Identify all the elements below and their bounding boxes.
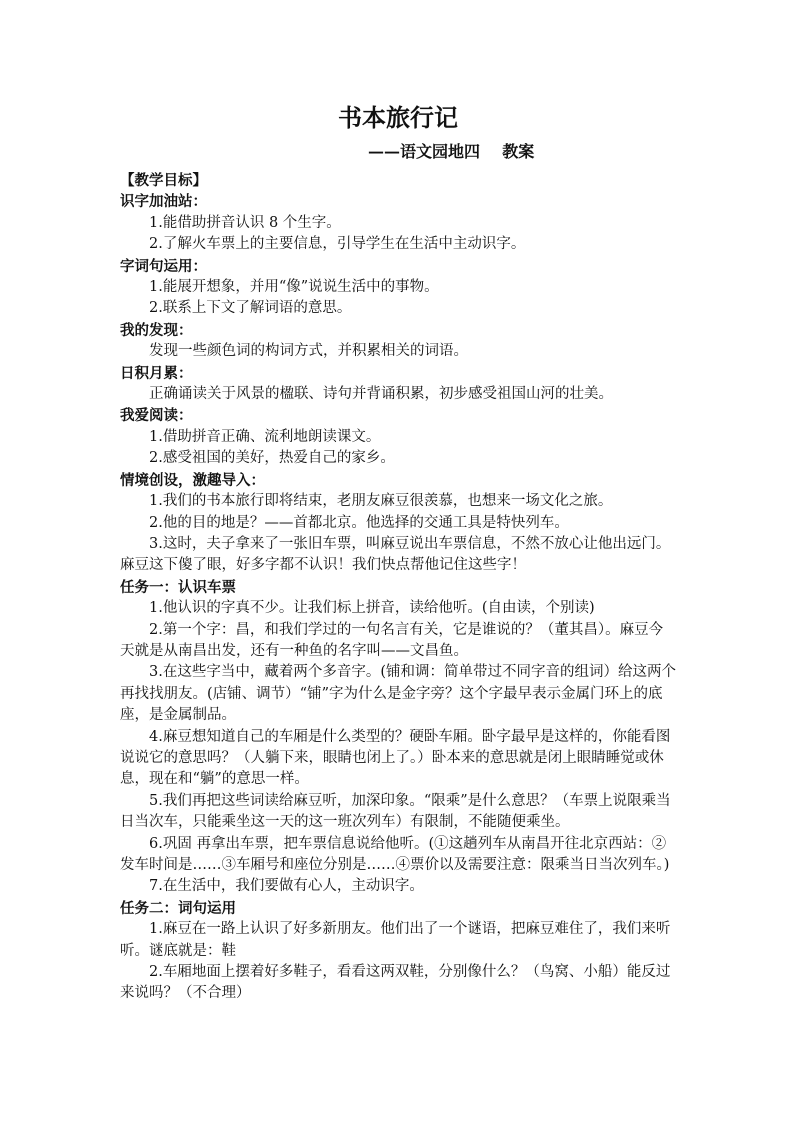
paragraph: 2.第一个字：昌，和我们学过的一句名言有关，它是谁说的？（董其昌）。麻豆今天就是从南昌出发，还有一种鱼的名字叫——文昌鱼。 <box>120 621 664 659</box>
document-page <box>120 100 676 1005</box>
paragraph: 发现一些颜色词的构词方式，并积累相关的词语。 <box>149 343 468 360</box>
section-heading: 情境创设，激趣导入： <box>120 471 265 489</box>
document-title: 书本旅行记 <box>338 103 458 132</box>
section-heading: 识字加油站： <box>120 193 207 211</box>
paragraph: 1.能展开想象，并用“像”说说生活中的事物。 <box>149 279 439 296</box>
paragraph: 2.感受祖国的美好，热爱自己的家乡。 <box>149 450 395 467</box>
section-heading: 我的发现： <box>120 321 193 339</box>
section-heading: 字词句运用： <box>120 257 207 275</box>
paragraph: 2.了解火车票上的主要信息，引导学生在生活中主动识字。 <box>149 236 526 253</box>
document-subtitle: ——语文园地四 教案 <box>368 142 535 161</box>
paragraph: 1.他认识的字真不少。让我们标上拼音，读给他听。(自由读，个别读) <box>149 600 595 617</box>
section-heading: 【教学目标】 <box>120 172 207 189</box>
paragraph: 2.车厢地面上摆着好多鞋子，看看这两双鞋，分别像什么？（鸟窝、小船）能反过来说吗？（不合理） <box>120 964 671 1002</box>
section-heading: 日积月累： <box>120 364 193 382</box>
paragraph: 5.我们再把这些词读给麻豆听，加深印象。“限乘”是什么意思？（车票上说限乘当日当次车，只能乘坐这一天的这一班次列车）有限制，不能随便乘坐。 <box>120 792 671 831</box>
paragraph: 1.能借助拼音认识 8 个生字。 <box>149 214 341 231</box>
paragraph: 正确诵读关于风景的楹联、诗句并背诵积累，初步感受祖国山河的壮美。 <box>149 386 613 403</box>
paragraph: 3.这时，夫子拿来了一张旧车票，叫麻豆说出车票信息，不然不放心让他出远门。麻豆这下傻了眼，好多字都不认识！我们快点帮他记住这些字！ <box>120 535 671 574</box>
paragraph: 1.我们的书本旅行即将结束，老朋友麻豆很羡慕，也想来一场文化之旅。 <box>149 493 613 510</box>
section-heading: 我爱阅读： <box>120 407 193 425</box>
paragraph: 2.他的目的地是？——首都北京。他选择的交通工具是特快列车。 <box>149 514 569 531</box>
section-heading: 任务一：认识车票 <box>120 578 236 596</box>
document-body <box>120 170 676 1005</box>
paragraph: 7.在生活中，我们要做有心人，主动识字。 <box>149 878 424 895</box>
paragraph: 4.麻豆想知道自己的车厢是什么类型的？硬卧车厢。卧字最早是这样的，你能看图说说它的意思吗？（人躺下来，眼睛也闭上了。）卧本来的意思就是闭上眼睛睡觉或休息，现在和“躺”的意思一样。 <box>120 728 671 788</box>
section-heading: 任务二：词句运用 <box>120 899 236 917</box>
paragraph: 6.巩固 再拿出车票，把车票信息说给他听。(①这趟列车从南昌开往北京西站：②发车时间是……③车厢号和座位分别是……④票价以及需要注意：限乘当日当次列车。) <box>120 835 670 873</box>
paragraph: 3.在这些字当中，藏着两个多音字。(铺和调：简单带过不同字音的组词）给这两个再找找朋友。(店铺、调节）“铺”字为什么是金字旁？这个字最早表示金属门环上的底座，是金属制品。 <box>120 664 676 724</box>
paragraph: 1.借助拼音正确、流利地朗读课文。 <box>149 428 381 445</box>
paragraph: 2.联系上下文了解词语的意思。 <box>149 300 352 317</box>
paragraph: 1.麻豆在一路上认识了好多新朋友。他们出了一个谜语，把麻豆难住了，我们来听听。谜底就是：鞋 <box>120 921 671 959</box>
